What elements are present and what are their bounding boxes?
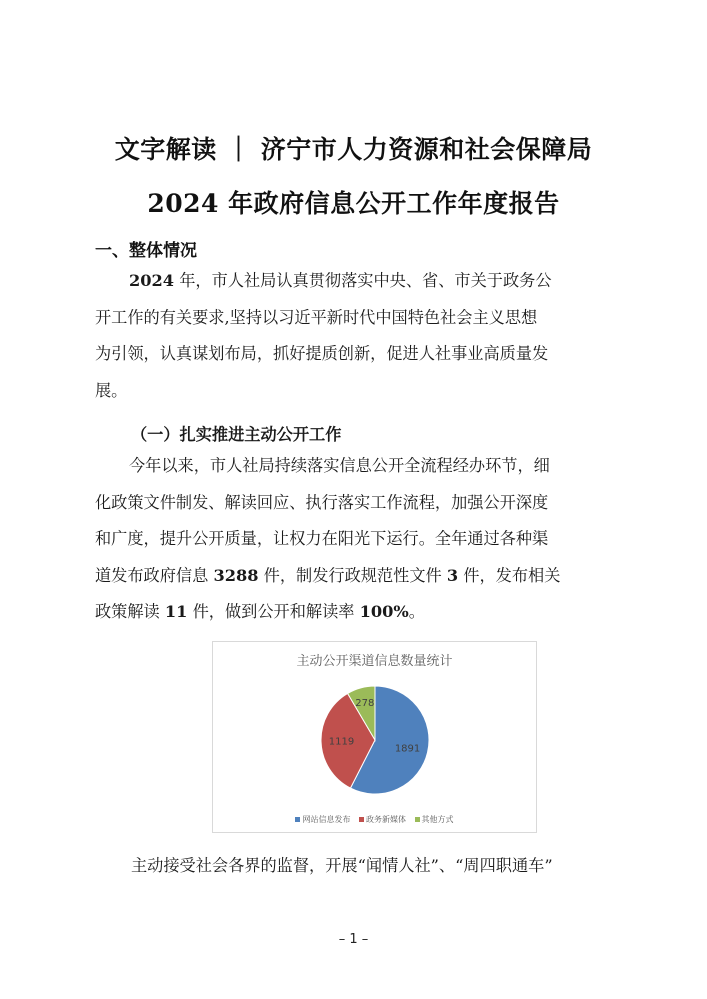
chart-legend <box>213 814 536 825</box>
paragraph-text: 道发布政府信息 <box>95 565 214 585</box>
page-number: – 1 – <box>338 932 369 947</box>
paragraph-text: 件，发布相关 <box>458 565 561 585</box>
paragraph-text: 件，制发行政规范性文件 <box>258 565 447 585</box>
paragraph-line: 为引领，认真谋划布局，抓好提质创新，促进人社事业高质量发 <box>95 344 549 363</box>
chart-title: 主动公开渠道信息数量统计 <box>296 654 453 669</box>
pie-data-label: 1891 <box>394 743 421 755</box>
disclosure-rate: 100% <box>359 602 409 621</box>
legend-item-website <box>295 814 350 825</box>
paragraph-text: 。 <box>408 602 425 621</box>
paragraph-line: 展。 <box>95 380 128 400</box>
section-heading-overview: 一、整体情况 <box>95 241 197 261</box>
policy-interpretation-count: 11 <box>164 602 188 621</box>
paragraph-text: 政策解读 <box>95 602 165 621</box>
report-title-line1: 文字解读 ｜ 济宁市人力资源和社会保障局 <box>114 135 593 164</box>
paragraph-line: 今年以来，市人社局持续落实信息公开全流程经办环节，细 <box>129 456 550 475</box>
pie-data-label: 1119 <box>328 736 355 748</box>
pie-data-label: 278 <box>355 697 375 709</box>
paragraph-line: 化政策文件制发、解读回应、执行落实工作流程，加强公开深度 <box>95 492 549 512</box>
paragraph-line: 和广度，提升公开质量，让权力在阳光下运行。全年通过各种渠 <box>95 529 549 548</box>
paragraph-line: 主动接受社会各界的监督，开展“闻情人社”、“周四职通车” <box>131 856 553 875</box>
paragraph-text: 件，做到公开和解读率 <box>187 602 360 621</box>
legend-label: 网站信息发布 <box>302 815 351 824</box>
paragraph-text: 年，市人社局认真贯彻落实中央、省、市关于政务公 <box>174 271 552 290</box>
report-title-line2: 2024 年政府信息公开工作年度报告 <box>147 189 560 218</box>
paragraph-supervision <box>131 848 631 885</box>
legend-item-new-media <box>359 814 406 825</box>
paragraph-line <box>95 263 615 300</box>
legend-swatch <box>295 817 300 822</box>
info-count: 3288 <box>213 565 259 585</box>
year-number: 2024 <box>129 271 175 290</box>
pie-chart-plot <box>213 642 536 832</box>
paragraph-overview <box>95 263 615 409</box>
paragraph-proactive-disclosure <box>95 448 615 631</box>
pie-chart <box>212 641 537 833</box>
normative-docs-count: 3 <box>446 565 459 585</box>
legend-item-other <box>415 814 454 825</box>
legend-swatch <box>415 817 420 822</box>
legend-swatch <box>359 817 364 822</box>
subsection-heading-proactive-disclosure: （一）扎实推进主动公开工作 <box>131 425 342 444</box>
paragraph-line <box>95 594 615 631</box>
paragraph-line <box>95 558 615 595</box>
legend-label: 政务新媒体 <box>366 815 406 824</box>
legend-label: 其他方式 <box>421 815 454 824</box>
paragraph-line: 开工作的有关要求,坚持以习近平新时代中国特色社会主义思想 <box>95 307 538 327</box>
